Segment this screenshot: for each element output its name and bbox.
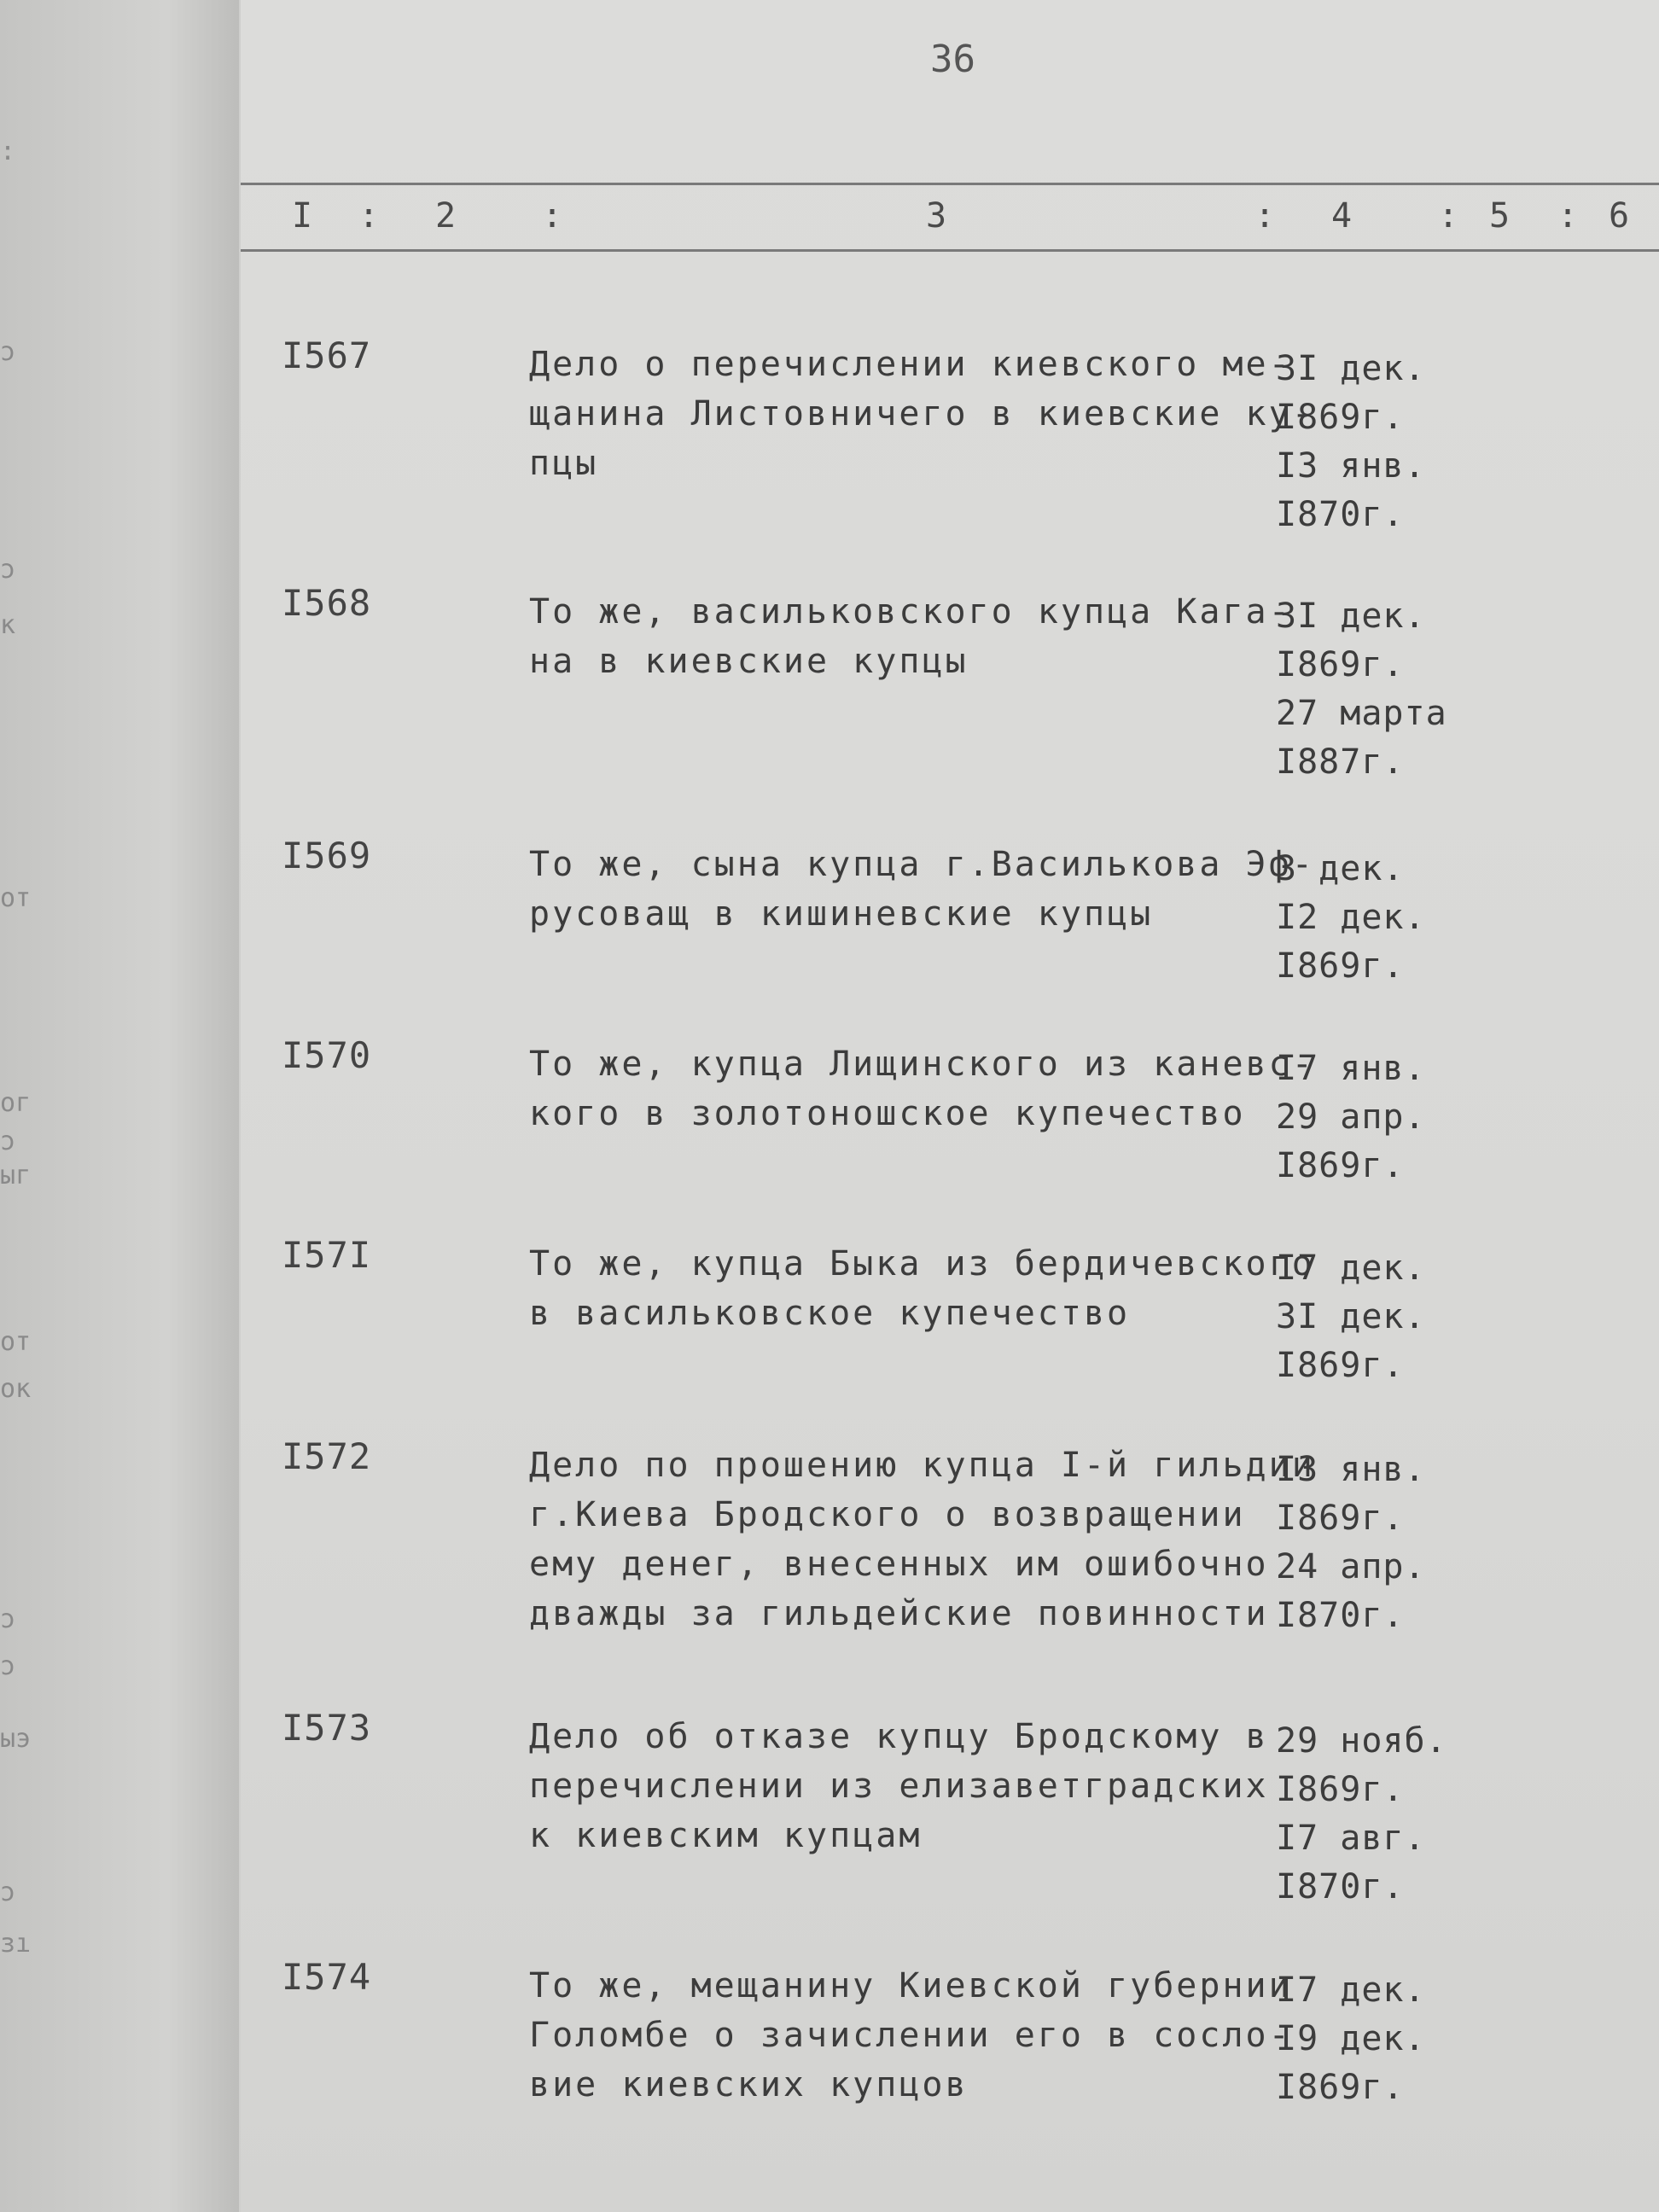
column-header-6: 6 (1609, 196, 1630, 236)
margin-fragment: ок (0, 1374, 32, 1404)
case-dates: I7 дек. I9 дек. I869г. (1276, 1970, 1426, 2107)
column-separator: : (542, 196, 563, 236)
column-separator: : (1254, 196, 1276, 236)
case-description: То же, сына купца г.Василькова Эф- русоващ в кишиневские купцы (529, 845, 1315, 934)
case-description: Дело об отказе купцу Бродскому в перечислении из елизаветградских к киевским купцам (529, 1717, 1269, 1855)
case-number: I57I (282, 1234, 372, 1276)
case-dates: I7 янв. 29 апр. I869г. (1276, 1049, 1426, 1185)
case-dates: 29 нояб. I869г. I7 авг. I870г. (1276, 1721, 1447, 1906)
left-page-margin (0, 0, 239, 2212)
header-rule-bottom (241, 249, 1659, 252)
margin-fragment: ɔ (0, 1651, 16, 1681)
column-separator: : (1438, 196, 1459, 236)
case-number: I574 (282, 1956, 372, 1998)
column-header-2: 2 (435, 196, 457, 236)
margin-fragment: к (0, 610, 16, 640)
case-description: Дело по прошению купца I-й гильдии г.Киева Бродского о возвращении ему денег, внесенных им ошибочно дважды за гильдейские повинности (529, 1446, 1315, 1633)
case-dates: 3 дек. I2 дек. I869г. (1276, 849, 1426, 986)
margin-fragment: ыэ (0, 1724, 32, 1754)
header-rule-top (241, 183, 1659, 185)
case-description: То же, купца Лищинского из каневс- кого в золотоношское купечество (529, 1045, 1315, 1133)
case-description: То же, купца Быка из бердичевского в васильковское купечество (529, 1244, 1315, 1333)
case-number: I573 (282, 1707, 372, 1749)
case-dates: 3I дек. I869г. I3 янв. I870г. (1276, 349, 1426, 534)
margin-fragment: ɔ (0, 555, 16, 585)
case-description: То же, васильковского купца Кага- на в киевские купцы (529, 592, 1292, 681)
case-number: I567 (282, 335, 372, 376)
case-description: Дело о перечислении киевского ме- щанина Листовничего в киевские ку- пцы (529, 345, 1315, 483)
column-separator: : (358, 196, 380, 236)
margin-fragment: от (0, 883, 32, 913)
margin-fragment: ɔ (0, 337, 16, 367)
case-dates: I3 янв. I869г. 24 апр. I870г. (1276, 1450, 1426, 1635)
case-description: То же, мещанину Киевской губернии Голомбе о зачислении его в сосло- вие киевских купцов (529, 1966, 1292, 2104)
margin-fragment: ɔ (0, 1604, 16, 1634)
margin-fragment: : (0, 137, 16, 166)
margin-fragment: ɔ (0, 1126, 16, 1156)
margin-fragment: ыг (0, 1161, 32, 1190)
case-number: I568 (282, 582, 372, 624)
case-dates: I7 дек. 3I дек. I869г. (1276, 1249, 1426, 1385)
margin-fragment: ог (0, 1088, 32, 1118)
column-header-1: I (292, 196, 313, 236)
case-number: I570 (282, 1034, 372, 1076)
margin-fragment: зı (0, 1929, 32, 1959)
case-number: I569 (282, 835, 372, 876)
column-header-4: 4 (1331, 196, 1353, 236)
case-number: I572 (282, 1435, 372, 1477)
page-number: 36 (930, 38, 975, 81)
column-header-3: 3 (926, 196, 947, 236)
case-dates: 3I дек. I869г. 27 марта I887г. (1276, 597, 1447, 782)
margin-fragment: ɔ (0, 1877, 16, 1907)
margin-fragment: от (0, 1327, 32, 1357)
column-header-5: 5 (1489, 196, 1511, 236)
column-separator: : (1557, 196, 1579, 236)
